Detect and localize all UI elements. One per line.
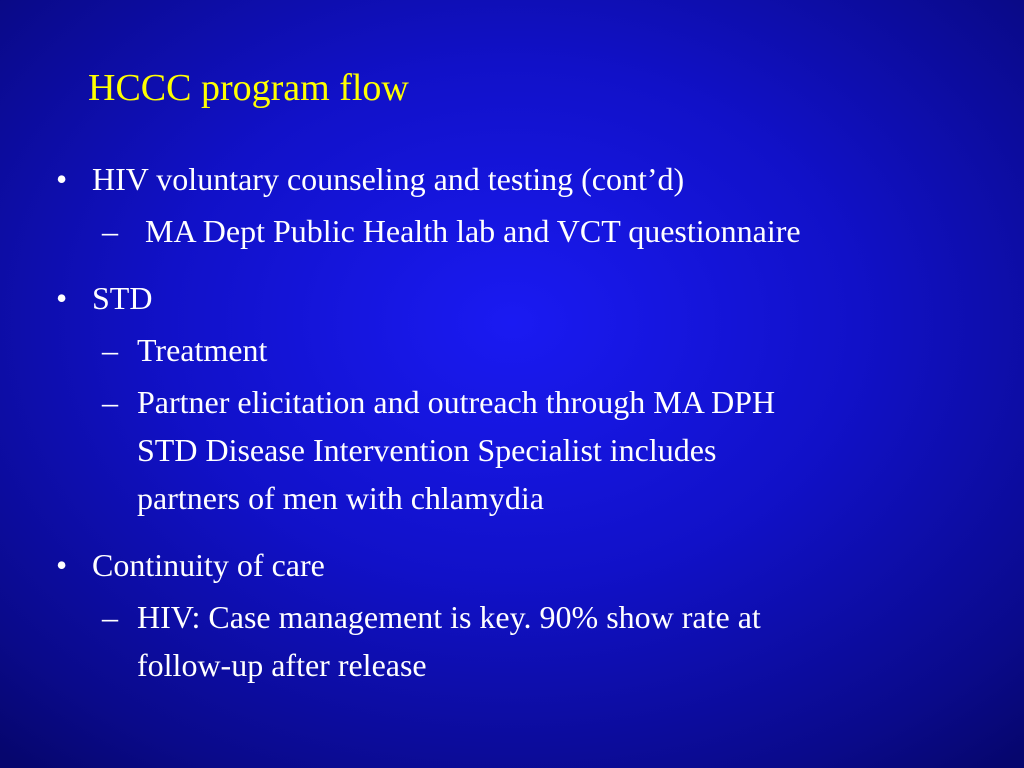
bullet-item: STD (92, 280, 153, 316)
bullet-item: Continuity of care (92, 547, 325, 583)
dash-icon: – (102, 599, 118, 635)
sub-item: Partner elicitation and outreach through MA DPH (137, 384, 776, 420)
sub-item-continuation: partners of men with chlamydia (137, 480, 544, 516)
sub-item: Treatment (137, 332, 268, 368)
bullet-icon: • (56, 161, 68, 197)
slide-title: HCCC program flow (88, 67, 409, 109)
sub-item: HIV: Case management is key. 90% show rate at (137, 599, 761, 635)
dash-icon: – (102, 213, 118, 249)
sub-item-continuation: follow-up after release (137, 647, 427, 683)
sub-item-continuation: STD Disease Intervention Specialist includes (137, 432, 717, 468)
bullet-icon: • (56, 547, 68, 583)
dash-icon: – (102, 332, 118, 368)
bullet-icon: • (56, 280, 68, 316)
bullet-item: HIV voluntary counseling and testing (cont’d) (92, 161, 685, 197)
dash-icon: – (102, 384, 118, 420)
sub-item: MA Dept Public Health lab and VCT questionnaire (145, 213, 801, 249)
